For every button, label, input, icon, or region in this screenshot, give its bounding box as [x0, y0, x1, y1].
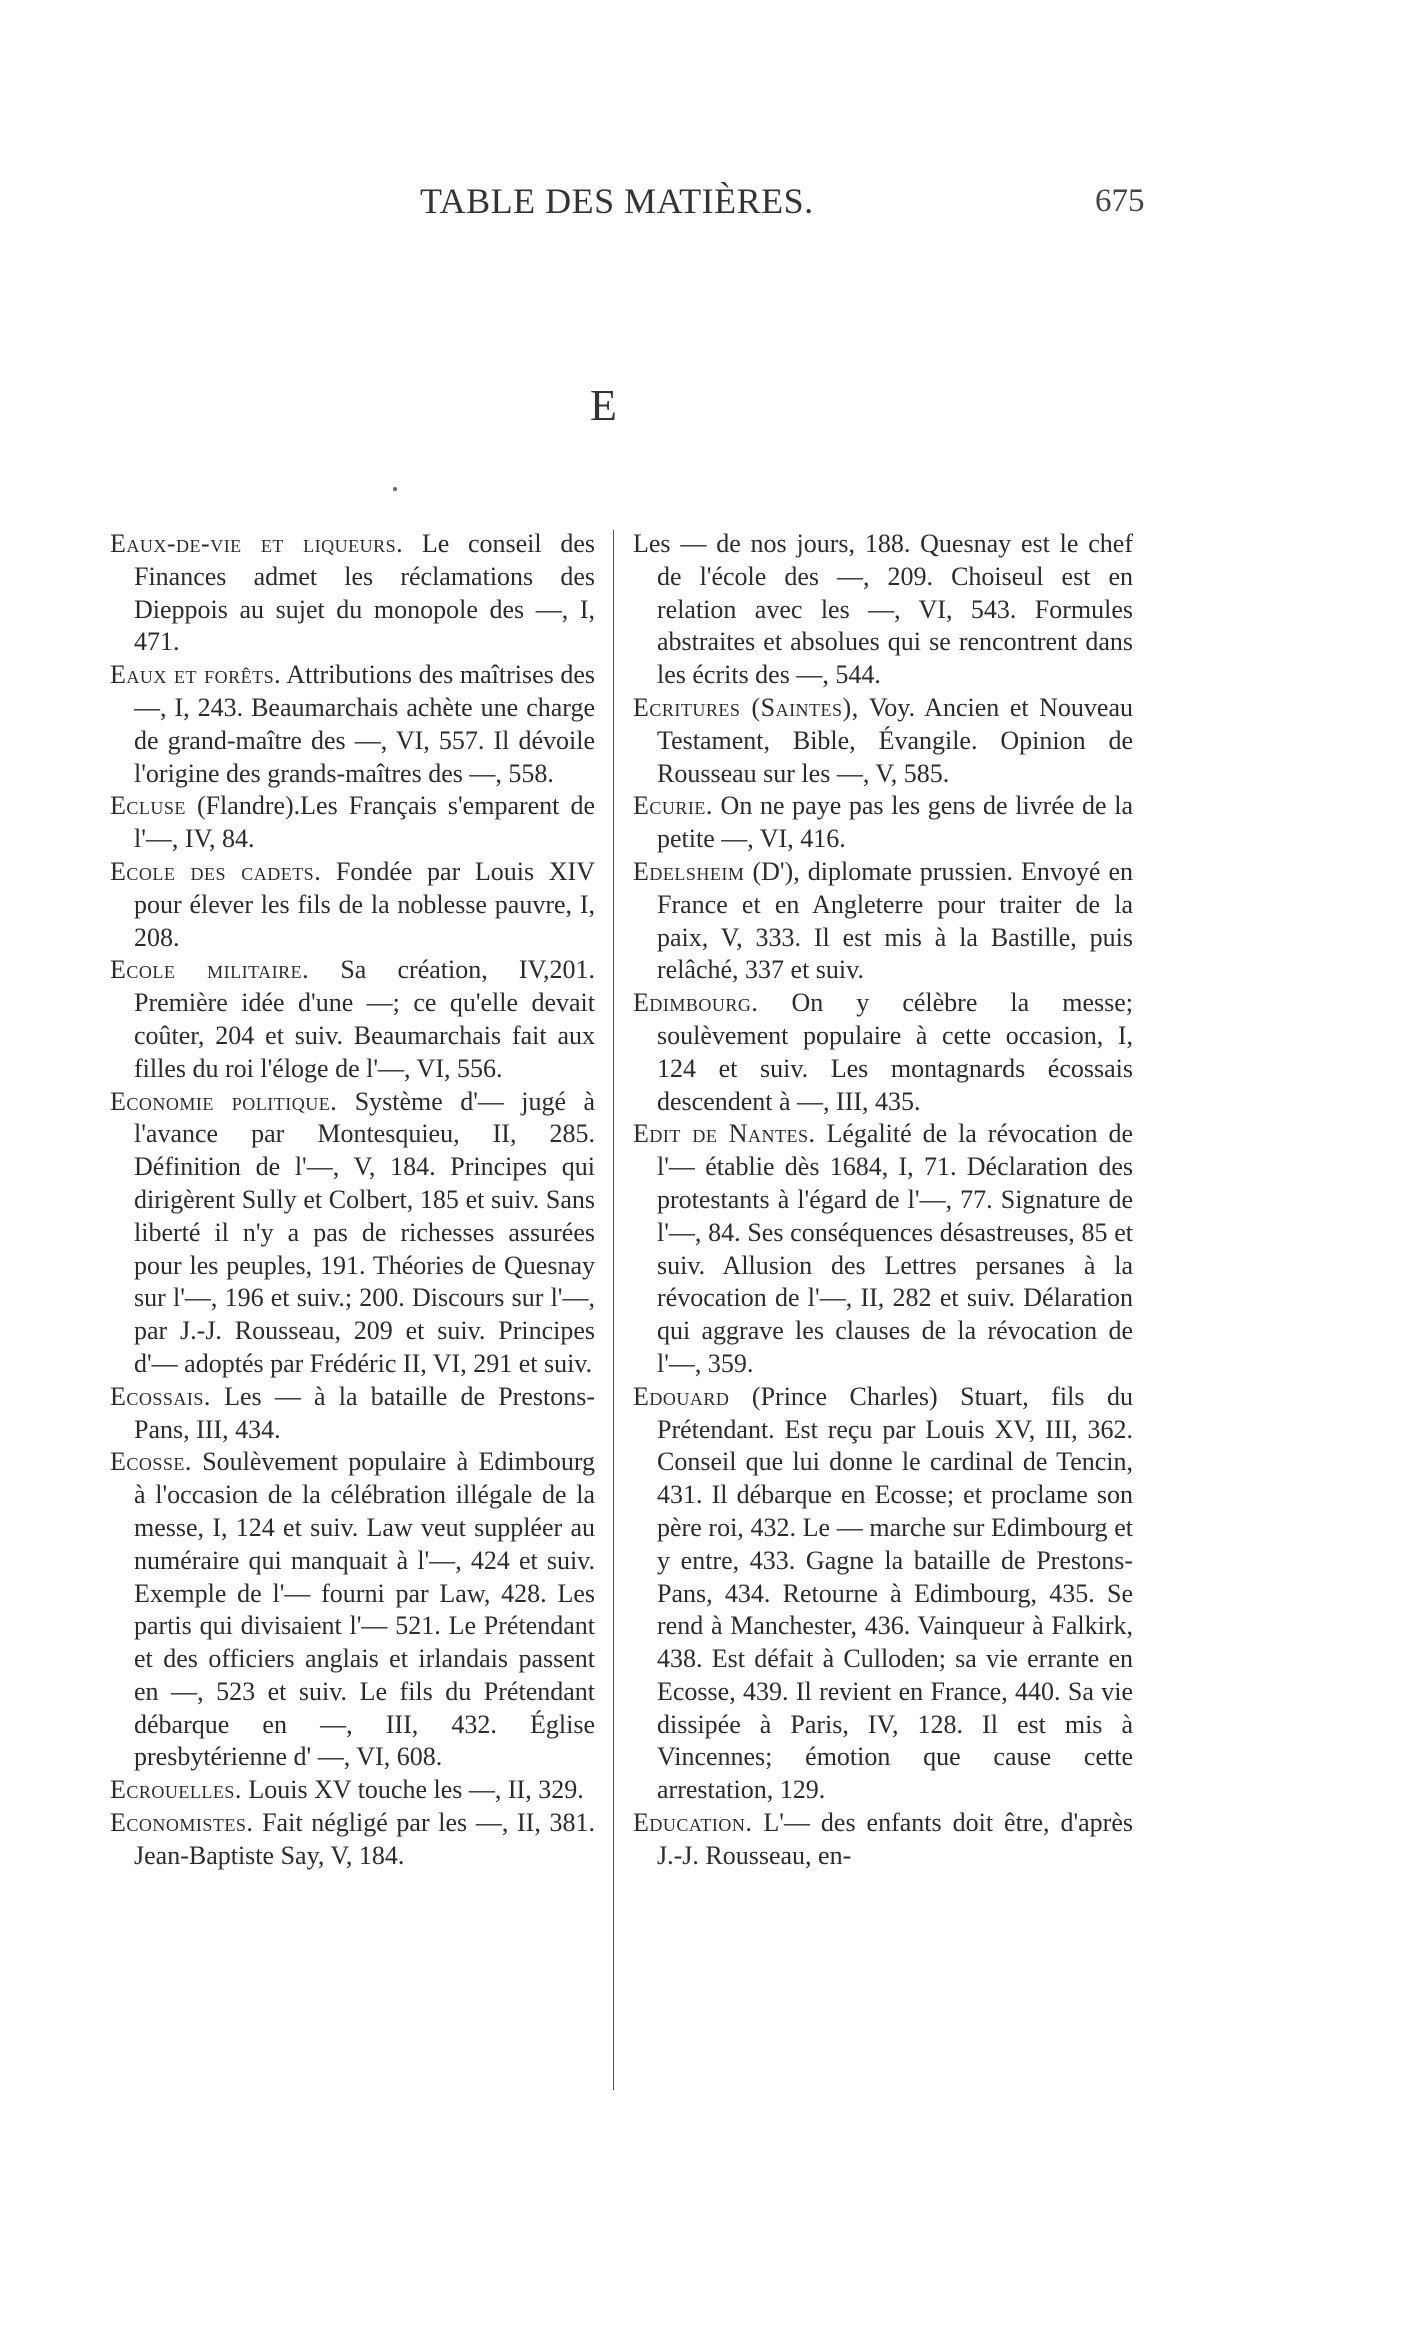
entry-text: Fait négligé par les —, II, 381. Jean-Baptiste Say, V, 184. — [134, 1808, 596, 1870]
page-number: 675 — [1095, 183, 1145, 219]
column-rule — [613, 530, 614, 2090]
index-entry — [110, 790, 595, 856]
entry-text: Légalité de la révocation de l'— établie dès 1684, I, 71. Déclaration des protestants à l'égard de l'—, 77. Signature de l'—, 84. Ses conséquences désastreuses, 85 et suiv. Allusion des Lettres persanes à la révocation de l'—, II, 282 et suiv. Délaration qui aggrave les clauses de la révocation de l'—, 359. — [657, 1119, 1134, 1378]
entry-text: (Prince Charles) Stuart, fils du Prétendant. Est reçu par Louis XV, III, 362. Conseil que lui donne le cardinal de Tencin, 431. Il débarque en Ecosse; et proclame son père roi, 432. Le — marche sur Edimbourg et y entre, 433. Gagne la bataille de Prestons-Pans, 434. Retourne à Edimbourg, 435. Se rend à Manchester, 436. Vainqueur à Falkirk, 438. Est défait à Culloden; sa vie errante en Ecosse, 439. Il revient en France, 440. Sa vie dissipée à Paris, IV, 128. Il est mis à Vincennes; émotion que cause cette arrestation, 129. — [657, 1381, 1133, 1805]
entry-text: Soulèvement populaire à Edimbourg à l'occasion de la célébration illégale de la messe, I, 124 et suiv. Law veut suppléer au numéraire qui manquait à l'—, 424 et suiv. Exemple de l'— fourni par Law, 428. Les partis qui divisaient l'— 521. Le Prétendant et des officiers anglais et irlandais passent en —, 523 et suiv. Le fils du Prétendant débarque en —, III, 432. Église presbytérienne d' —, VI, 608. — [134, 1447, 596, 1772]
entry-heading: Education. — [633, 1808, 753, 1838]
index-entry — [110, 1446, 595, 1774]
printer-dot — [393, 487, 397, 491]
entry-heading: Edit de Nantes. — [633, 1119, 816, 1149]
entry-heading: Ecrouelles. — [110, 1775, 242, 1805]
index-entry — [633, 856, 1133, 987]
index-entry — [633, 692, 1133, 790]
entry-text: (Flandre).Les Français s'emparent de l'—, IV, 84. — [134, 791, 595, 854]
entry-text: (D'), diplomate prussien. Envoyé en France et en Angleterre pour traiter de la paix, V, 333. Il est mis à la Bastille, puis relâché, 337 et suiv. — [657, 856, 1134, 985]
index-entry — [633, 1381, 1133, 1807]
entry-heading: Edouard — [633, 1381, 730, 1411]
index-entry — [110, 954, 595, 1085]
index-entry — [110, 528, 595, 659]
entry-text: On ne paye pas les gens de livrée de la petite —, VI, 416. — [657, 791, 1134, 854]
entry-heading: Ecossais. — [110, 1381, 211, 1411]
entry-heading: Ecritures (Saintes), — [633, 692, 859, 722]
entry-text: Sa création, IV,201. Première idée d'une —; ce qu'elle devait coûter, 204 et suiv. Beaumarchais fait aux filles du roi l'éloge de l'—, VI, 556. — [134, 955, 596, 1083]
entry-heading: Ecole des cadets. — [110, 856, 322, 886]
entry-heading: Economie politique. — [110, 1086, 338, 1116]
section-letter: E — [590, 381, 617, 430]
index-entry — [633, 528, 1133, 692]
index-entry — [110, 856, 595, 954]
entry-heading: Eaux et forêts. — [110, 660, 282, 690]
index-entry — [110, 1381, 595, 1447]
left-column — [110, 528, 595, 1873]
entry-heading: Economistes. — [110, 1808, 254, 1838]
index-entry — [633, 790, 1133, 856]
entry-heading: Edelsheim — [633, 856, 745, 886]
entry-heading: Eaux-de-vie et liqueurs. — [110, 529, 404, 558]
index-entry — [110, 1086, 595, 1381]
index-entry — [633, 1118, 1133, 1380]
index-entry — [110, 1807, 595, 1873]
entry-text: Les — de nos jours, 188. Quesnay est le chef de l'école des —, 209. Choiseul est en relation avec les —, VI, 543. Formules abstraites et absolues qui se rencontrent dans les écrits des —, 544. — [633, 529, 1133, 690]
entry-text: Les — à la bataille de Prestons-Pans, III, 434. — [134, 1381, 595, 1444]
entry-text: Louis XV touche les —, II, 329. — [248, 1775, 584, 1805]
entry-text: Le conseil des Finances admet les réclamations des Dieppois au sujet du monopole des —, I, 471. — [134, 529, 595, 657]
index-entry — [110, 659, 595, 790]
entry-heading: Edimbourg. — [633, 988, 759, 1018]
entry-text: Voy. Ancien et Nouveau Testament, Bible, Évangile. Opinion de Rousseau sur les —, V, 585. — [657, 692, 1133, 788]
index-entry — [633, 1807, 1133, 1873]
running-head: TABLE DES MATIÈRES. — [420, 181, 814, 221]
entry-heading: Ecurie. — [633, 791, 713, 821]
entry-text: Fondée par Louis XIV pour élever les fils de la noblesse pauvre, I, 208. — [134, 856, 595, 952]
entry-text: Système d'— jugé à l'avance par Montesquieu, II, 285. Définition de l'—, V, 184. Principes qui dirigèrent Sully et Colbert, 185 et suiv. Sans liberté il n'y a pas de richesses assurées pour les peuples, 191. Théories de Quesnay sur l'—, 196 et suiv.; 200. Discours sur l'—, par J.-J. Rousseau, 209 et suiv. Principes d'— adoptés par Frédéric II, VI, 291 et suiv. — [134, 1086, 595, 1378]
entry-heading: Ecosse. — [110, 1447, 192, 1477]
entry-text: On y célèbre la messe; soulèvement populaire à cette occasion, I, 124 et suiv. Les montagnards écossais descendent à —, III, 435. — [657, 988, 1133, 1116]
entry-text: Attributions des maîtrises des —, I, 243. Beaumarchais achète une charge de grand-maître des —, VI, 557. Il dévoile l'origine des grands-maîtres des —, 558. — [134, 660, 596, 788]
entry-heading: Ecole militaire. — [110, 955, 310, 985]
entry-text: L'— des enfants doit être, d'après J.-J. Rousseau, en- — [657, 1808, 1133, 1870]
index-entry — [633, 987, 1133, 1118]
index-entry — [110, 1774, 595, 1807]
entry-heading: Ecluse — [110, 791, 186, 821]
right-column — [633, 528, 1133, 1873]
